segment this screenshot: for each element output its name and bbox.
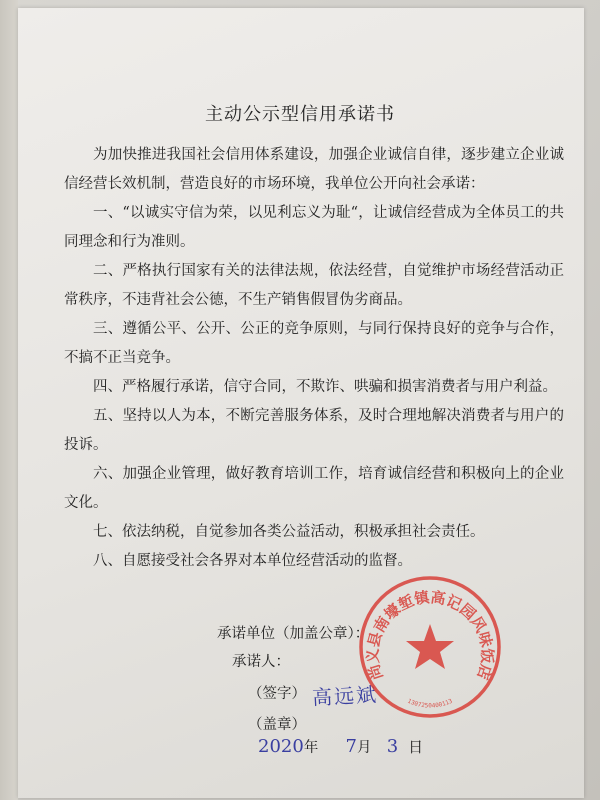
paragraph-intro: 为加快推进我国社会信用体系建设，加强企业诚信自律，逐步建立企业诚信经营长效机制，营造良好的市场环境，我单位公开向社会承诺： — [64, 147, 564, 192]
seal-star-icon — [406, 624, 454, 669]
official-seal — [355, 572, 505, 722]
seal-text: 尚义县南壕堑镇高记园风味饭店 — [363, 588, 497, 682]
paragraph-item-6: 六、加强企业管理，做好教育培训工作，培育诚信经营和积极向上的企业文化。 — [64, 466, 564, 511]
document-title: 主动公示型信用承诺书 — [205, 104, 395, 125]
date-year: 2020 — [258, 736, 304, 757]
paragraph-item-7: 七、依法纳税，自觉参加各类公益活动，积极承担社会责任。 — [93, 524, 485, 540]
date-day: 3 — [386, 736, 399, 757]
paragraph-item-5: 五、坚持以人为本，不断完善服务体系，及时合理地解决消费者与用户的投诉。 — [64, 408, 564, 453]
seal-number: 1307250400113 — [406, 697, 454, 710]
sign-label: （签字） — [248, 686, 306, 702]
paragraph-item-4: 四、严格履行承诺，信守合同，不欺诈、哄骗和损害消费者与用户利益。 — [93, 379, 557, 395]
stamp-label: （盖章） — [248, 717, 306, 733]
paragraph-item-8: 八、自愿接受社会各界对本单位经营活动的监督。 — [93, 553, 412, 569]
promise-unit-label: 承诺单位（加盖公章）： — [217, 626, 370, 642]
paragraph-item-2: 二、严格执行国家有关的法律法规，依法经营，自觉维护市场经营活动正常秩序，不违背社会公德，不生产销售假冒伪劣商品。 — [64, 263, 564, 308]
date-month-suffix: 月 — [356, 740, 372, 756]
handwritten-signature: 高远斌 — [311, 682, 379, 710]
date-year-suffix: 年 — [303, 740, 319, 756]
paragraph-item-1: 一、“以诚实守信为荣，以见利忘义为耻“，让诚信经营成为全体员工的共同理念和行为准则。 — [64, 205, 564, 250]
date-day-suffix: 日 — [408, 738, 424, 756]
paragraph-item-3: 三、遵循公平、公开、公正的竞争原则，与同行保持良好的竞争与合作，不搞不正当竞争。 — [64, 321, 564, 366]
document-body — [64, 141, 564, 576]
date-line — [258, 736, 423, 757]
date-month: 7 — [345, 736, 357, 757]
promiser-label: 承诺人： — [232, 654, 290, 670]
